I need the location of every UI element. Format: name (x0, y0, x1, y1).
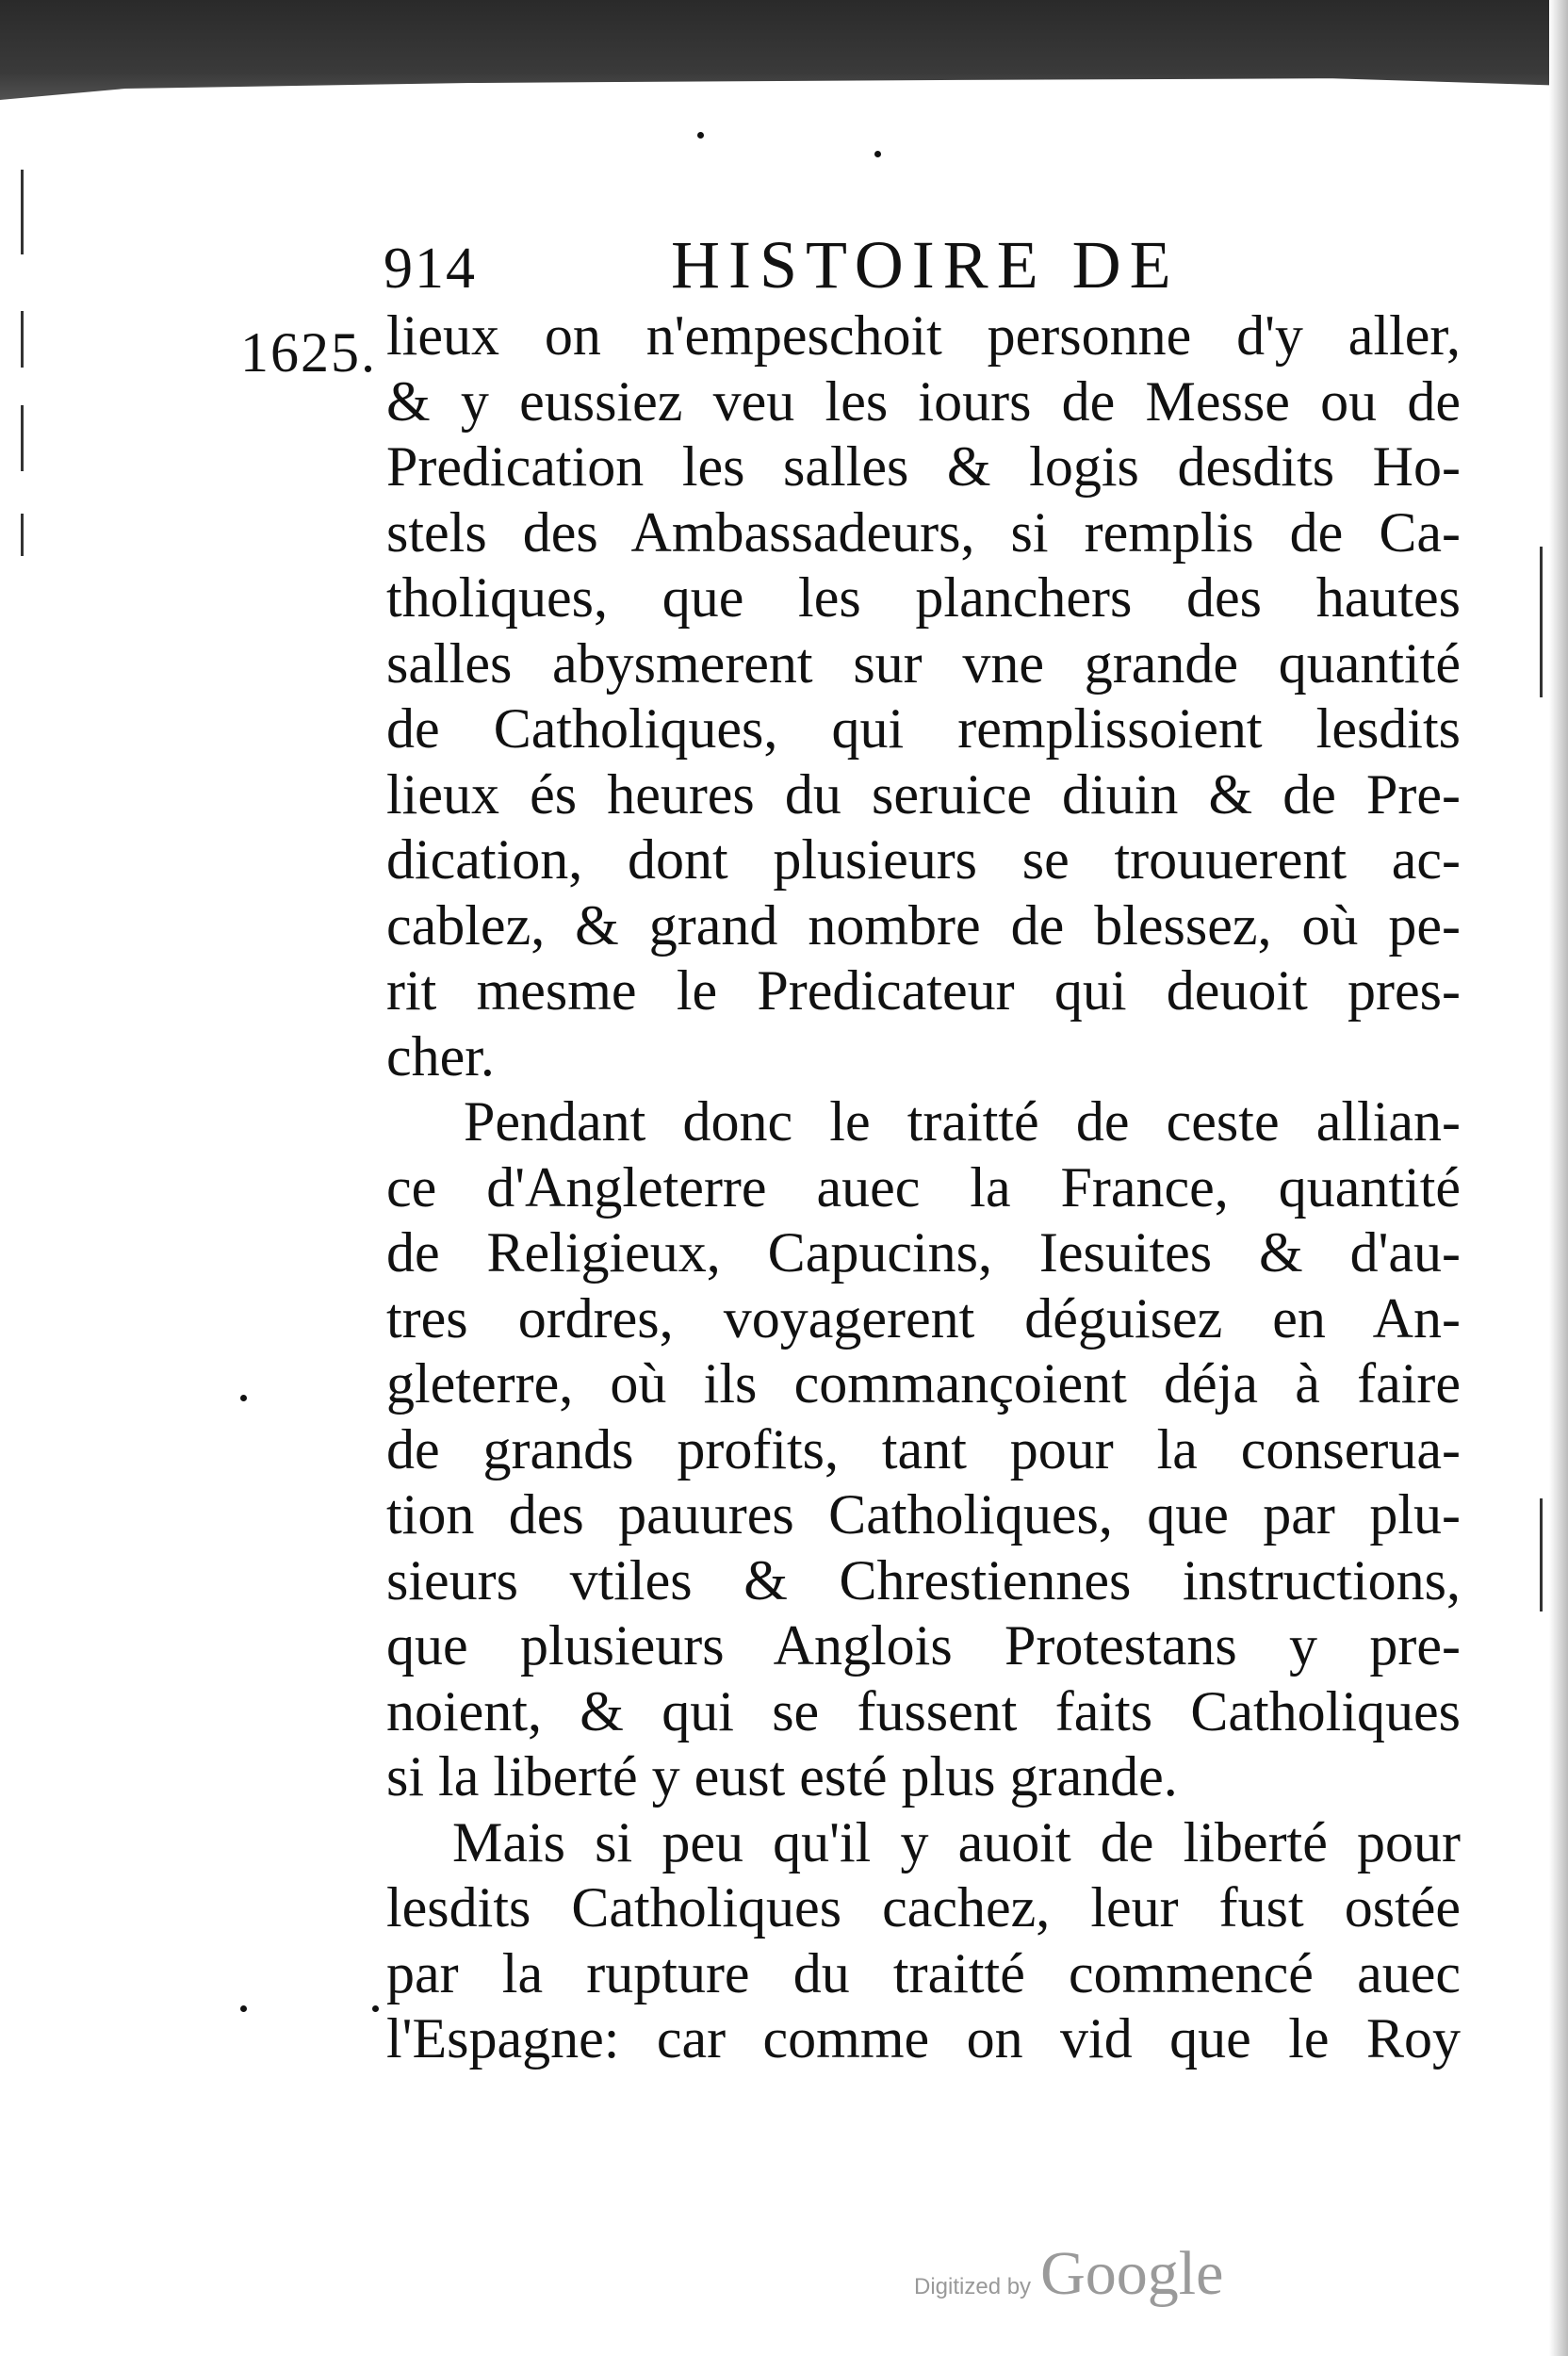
text-line: cablez, & grand nombre de blessez, où pe- (386, 893, 1461, 957)
text-line: noient, & qui se fussent faits Catholiques (386, 1679, 1461, 1742)
ink-speck (697, 132, 704, 139)
digitized-by-google-watermark (914, 2238, 1223, 2310)
text-line: cher. (386, 1024, 495, 1088)
margin-year-note: 1625. (240, 321, 377, 384)
text-line: tholiques, que les planchers des hautes (386, 566, 1461, 629)
text-line: sieurs vtiles & Chrestiennes instructions, (386, 1548, 1461, 1612)
text-line: lesdits Catholiques cachez, leur fust ostée (386, 1876, 1461, 1939)
text-line: stels des Ambassadeurs, si remplis de Ca- (386, 500, 1461, 564)
margin-mark (21, 311, 24, 368)
text-line: que plusieurs Anglois Protestans y pre- (386, 1614, 1461, 1677)
text-line: de Religieux, Capucins, Iesuites & d'au- (386, 1221, 1461, 1284)
text-line: lieux és heures du seruice diuin & de Pre- (386, 762, 1461, 826)
text-line: l'Espagne: car comme on vid que le Roy (386, 2007, 1461, 2070)
ink-speck (240, 2005, 247, 2012)
text-line: Pendant donc le traitté de ceste allian- (464, 1090, 1461, 1153)
text-line: lieux on n'empeschoit personne d'y aller, (386, 304, 1461, 367)
margin-mark (1540, 547, 1543, 697)
google-logo: Google (1040, 2239, 1224, 2308)
text-line: salles abysmerent sur vne grande quantité (386, 631, 1461, 695)
text-line: & y eussiez veu les iours de Messe ou de (386, 369, 1461, 433)
text-line: dication, dont plusieurs se trouuerent ac- (386, 828, 1461, 891)
running-title: HISTOIRE DE (671, 227, 1180, 303)
ink-speck (240, 1395, 247, 1401)
ink-speck (372, 2005, 379, 2012)
text-line: gleterre, où ils commançoient déja à faire (386, 1352, 1461, 1415)
margin-mark (21, 170, 24, 254)
page-number: 914 (384, 237, 477, 301)
text-line: ce d'Angleterre auec la France, quantité (386, 1155, 1461, 1219)
digitized-label: Digitized by (914, 2274, 1032, 2299)
text-line: si la liberté y eust esté plus grande. (386, 1745, 1178, 1808)
text-line: tres ordres, voyagerent déguisez en An- (386, 1286, 1461, 1350)
scan-right-shadow (1549, 0, 1568, 2356)
text-line: de Catholiques, qui remplissoient lesdits (386, 697, 1461, 760)
text-line: Predication les salles & logis desdits Ho- (386, 435, 1461, 498)
margin-mark (1540, 1498, 1543, 1612)
text-line: par la rupture du traitté commencé auec (386, 1941, 1461, 2004)
margin-mark (21, 514, 24, 556)
text-line: rit mesme le Predicateur qui deuoit pres- (386, 959, 1461, 1022)
ink-speck (874, 151, 881, 157)
body-text (386, 303, 1461, 2072)
text-line: tion des pauures Catholiques, que par plu- (386, 1483, 1461, 1546)
text-line: de grands profits, tant pour la conserua- (386, 1417, 1461, 1481)
margin-mark (21, 405, 24, 471)
text-line: Mais si peu qu'il y auoit de liberté pour (452, 1810, 1461, 1873)
